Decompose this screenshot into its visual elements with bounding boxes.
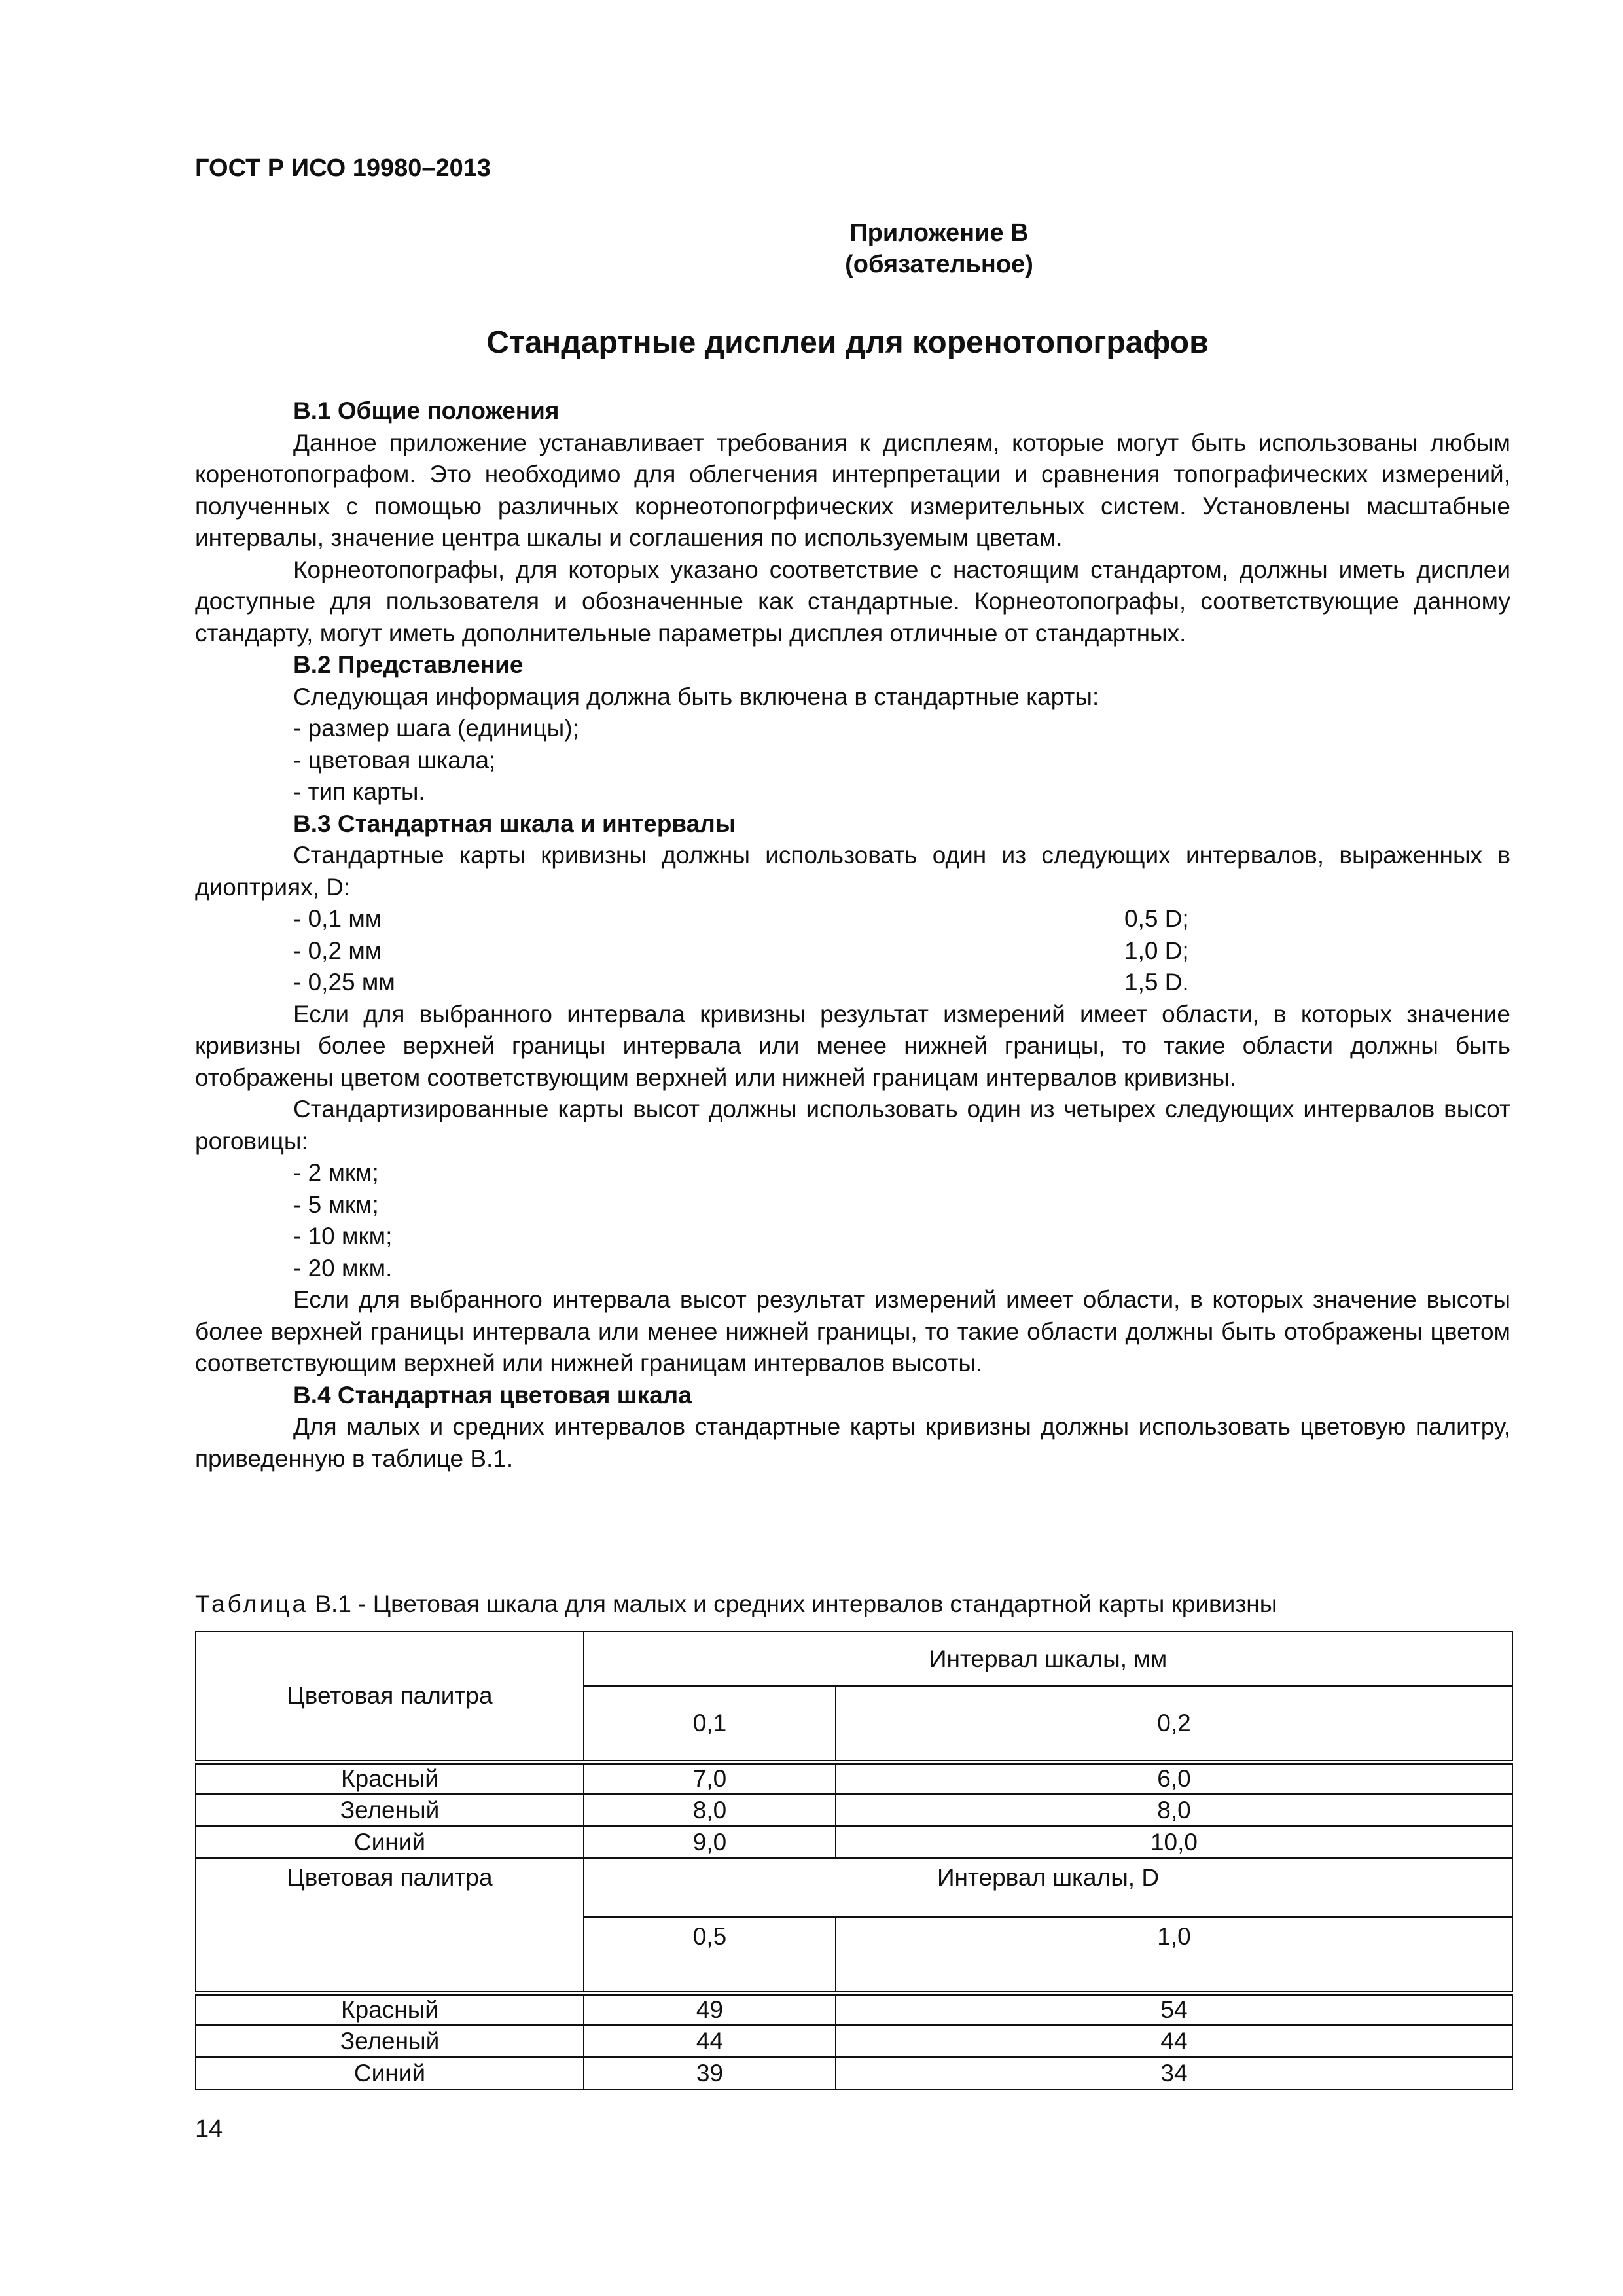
list-item: - 2 мкм; [293, 1159, 379, 1186]
interval-col-header: 0,2 [836, 1686, 1512, 1762]
palette-header: Цветовая палитра [196, 1858, 584, 1993]
table-header-row [196, 1632, 1512, 1686]
page-number: 14 [195, 2115, 223, 2143]
document-body [195, 395, 1510, 1475]
table-cell: 44 [836, 2025, 1512, 2057]
table-row [196, 1794, 1512, 1826]
paragraph: Для малых и средних интервалов стандартные карты кривизны должны использовать цветовую палитру, приведенную в таблице В.1. [195, 1413, 1510, 1472]
paragraph: Следующая информация должна быть включена в стандартные карты: [293, 683, 1099, 710]
paragraph: Корнеотопографы, для которых указано соответствие с настоящим стандартом, должны иметь дисплеи доступные для пользователя и обозначенные как стандартные. Корнеотопографы, соответствующие данному стандарту, могут иметь дополнительные параметры дисплея отличные от стандартных. [195, 556, 1510, 647]
list-item: - 5 мкм; [293, 1191, 379, 1218]
paragraph: Стандартные карты кривизны должны использовать один из следующих интервалов, выраженных в диоптриях, D: [195, 842, 1510, 901]
annex-status: (обязательное) [845, 251, 1033, 278]
interval-mm: - 0,2 мм [293, 937, 382, 964]
interval-header: Интервал шкалы, D [584, 1858, 1512, 1917]
table-row [196, 1762, 1512, 1794]
annex-heading [0, 217, 1623, 280]
interval-header: Интервал шкалы, мм [584, 1632, 1512, 1686]
table-cell: 39 [584, 2057, 836, 2089]
table-cell: 7,0 [584, 1762, 836, 1794]
document-title: Стандартные дисплеи для коренотопографов [486, 325, 1209, 360]
table-cell: 6,0 [836, 1762, 1512, 1794]
interval-d: 1,5 D. [1124, 969, 1189, 996]
palette-header: Цветовая палитра [196, 1632, 584, 1762]
table-row [196, 2025, 1512, 2057]
interval-d: 0,5 D; [1124, 905, 1189, 932]
color-name: Красный [196, 1762, 584, 1794]
interval-pair [195, 903, 1510, 935]
list-item: - размер шага (единицы); [293, 715, 579, 742]
interval-col-header: 0,1 [584, 1686, 836, 1762]
table-cell: 8,0 [836, 1794, 1512, 1826]
table-cell: 8,0 [584, 1794, 836, 1826]
paragraph: Данное приложение устанавливает требования к дисплеям, которые могут быть использованы любым коренотопографом. Это необходимо для облегчения интерпретации и сравнения топографических измерений, полученных с помощью различных корнеотопогрфических измерительных систем. Установлены масштабные интервалы, значение центра шкалы и соглашения по используемым цветам. [195, 429, 1510, 551]
section-heading: В.3 Стандартная шкала и интервалы [293, 810, 736, 837]
table-caption-text: В.1 - Цветовая шкала для малых и средних интервалов стандартной карты кривизны [315, 1590, 1277, 1617]
list-item: - цветовая шкала; [293, 746, 496, 774]
table-caption [195, 1590, 1277, 1618]
standard-header: ГОСТ Р ИСО 19980–2013 [195, 154, 491, 182]
interval-col-header: 1,0 [836, 1917, 1512, 1993]
interval-pair [195, 935, 1510, 967]
table-row [196, 1993, 1512, 2025]
table-caption-label: Таблица [195, 1590, 309, 1617]
list-item: - 20 мкм. [293, 1254, 393, 1282]
color-name: Синий [196, 1826, 584, 1858]
table-header-row [196, 1858, 1512, 1917]
table-cell: 34 [836, 2057, 1512, 2089]
paragraph: Если для выбранного интервала высот результат измерений имеет области, в которых значение высоты более верхней границы интервала или менее нижней границы, то такие области должны быть отображены цветом соответствующим верхней или нижней границам интервалов высоты. [195, 1286, 1510, 1376]
table-cell: 44 [584, 2025, 836, 2057]
list-item: - тип карты. [293, 778, 425, 805]
color-scale-table [195, 1631, 1513, 2090]
section-heading: В.1 Общие положения [293, 397, 560, 424]
color-name: Зеленый [196, 1794, 584, 1826]
table-row [196, 2057, 1512, 2089]
interval-mm: - 0,1 мм [293, 905, 382, 932]
table-row [196, 1826, 1512, 1858]
interval-col-header: 0,5 [584, 1917, 836, 1993]
interval-pair [195, 967, 1510, 999]
table-cell: 49 [584, 1993, 836, 2025]
interval-mm: - 0,25 мм [293, 969, 395, 996]
list-item: - 10 мкм; [293, 1223, 393, 1249]
table-cell: 54 [836, 1993, 1512, 2025]
section-heading: В.2 Представление [293, 651, 524, 678]
table-cell: 10,0 [836, 1826, 1512, 1858]
paragraph: Стандартизированные карты высот должны использовать один из четырех следующих интервалов высот роговицы: [195, 1096, 1510, 1155]
annex-title: Приложение В [849, 219, 1029, 247]
paragraph: Если для выбранного интервала кривизны результат измерений имеет области, в которых значение кривизны более верхней границы интервала или менее нижней границы, то такие области должны быть отображены цветом соответствующим верхней или нижней границам интервалов кривизны. [195, 1000, 1510, 1091]
color-name: Красный [196, 1993, 584, 2025]
table-cell: 9,0 [584, 1826, 836, 1858]
interval-d: 1,0 D; [1124, 937, 1189, 964]
color-name: Зеленый [196, 2025, 584, 2057]
section-heading: В.4 Стандартная цветовая шкала [293, 1381, 692, 1408]
color-name: Синий [196, 2057, 584, 2089]
